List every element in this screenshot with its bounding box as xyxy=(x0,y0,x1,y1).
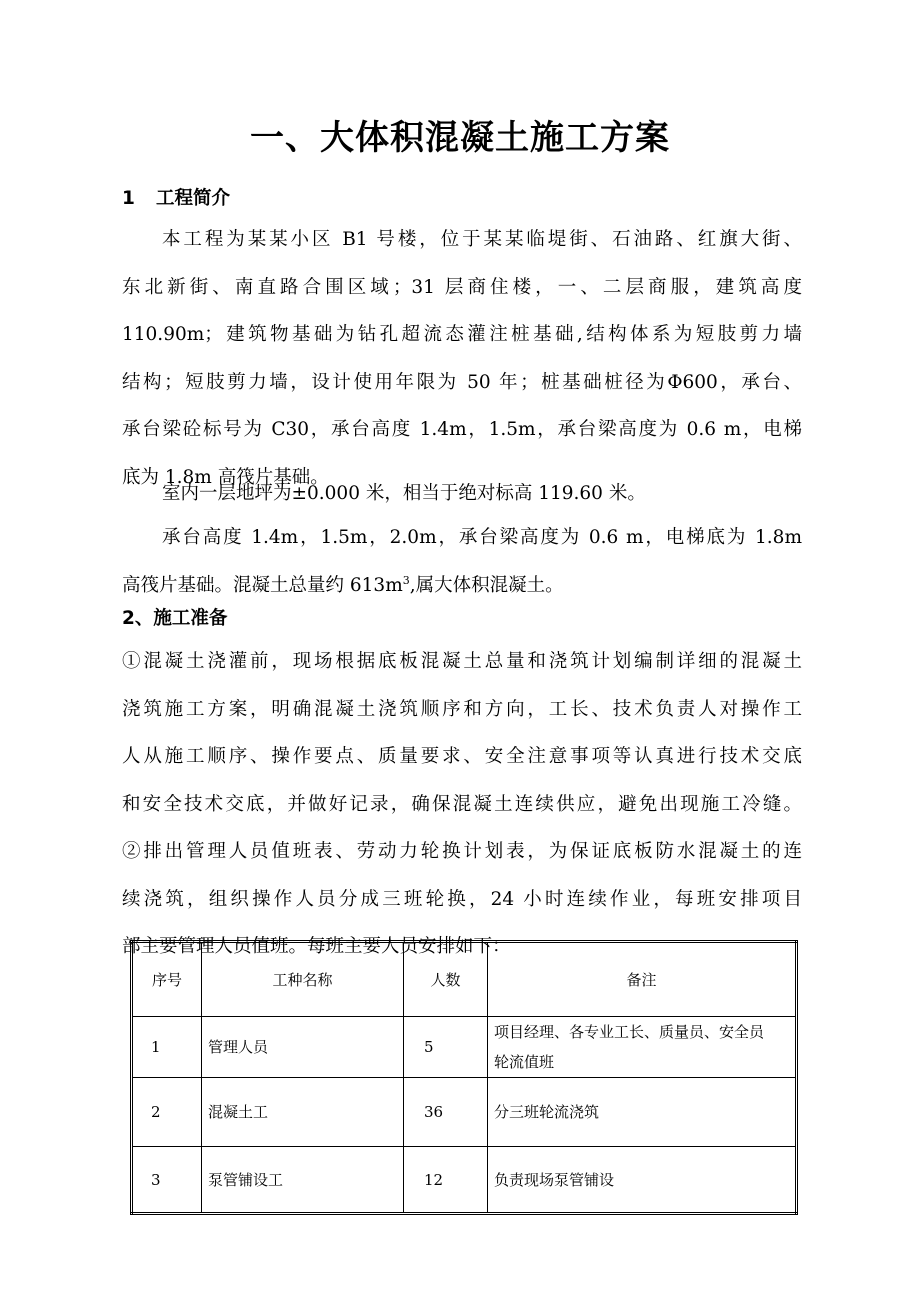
text-line: ②排出管理人员值班表、劳动力轮换计划表，为保证底板防水混凝土的连 xyxy=(122,841,802,862)
volume-text-tail: ,属大体积混凝土。 xyxy=(409,574,564,596)
document-title: 一、大体积混凝土施工方案 xyxy=(250,118,670,158)
header-cell: 序号 xyxy=(132,942,202,1017)
header-cell: 备注 xyxy=(488,942,797,1017)
work-type: 管理人员 xyxy=(202,1017,404,1078)
row-number: 1 xyxy=(132,1017,202,1078)
headcount: 12 xyxy=(404,1147,488,1214)
row-number: 3 xyxy=(132,1147,202,1214)
project-overview-paragraph xyxy=(122,216,802,501)
work-type: 泵管铺设工 xyxy=(202,1147,404,1214)
text-line: 东北新街、南直路合围区域；31 层商住楼，一、二层商服，建筑高度 xyxy=(122,276,802,298)
text-line: 结构；短肢剪力墙，设计使用年限为 50 年；桩基础桩径为Φ600，承台、 xyxy=(122,371,802,393)
text-line: 底为 1.8m 高筏片基础。 xyxy=(122,466,329,488)
preparation-item-1 xyxy=(122,638,802,828)
header-cell: 工种名称 xyxy=(202,942,404,1017)
elevation-paragraph xyxy=(122,470,802,518)
text-line: 承台高度 1.4m，1.5m，2.0m，承台梁高度为 0.6 m，电梯底为 1.8m xyxy=(162,527,802,548)
text-line: 部主要管理人员值班。每班主要人员安排如下： xyxy=(122,936,511,957)
remarks: 分三班轮流浇筑 xyxy=(488,1078,797,1147)
section-1-heading xyxy=(122,184,230,214)
text-line: 110.90m；建筑物基础为钻孔超流态灌注桩基础,结构体系为短肢剪力墙 xyxy=(122,324,802,345)
text-line: 和安全技术交底，并做好记录，确保混凝土连续供应，避免出现施工冷缝。 xyxy=(122,793,802,815)
cubic-superscript: 3 xyxy=(402,573,410,587)
headcount: 36 xyxy=(404,1078,488,1147)
staff-table xyxy=(130,940,798,1215)
work-type: 混凝土工 xyxy=(202,1078,404,1147)
header-cell: 人数 xyxy=(404,942,488,1017)
remarks xyxy=(488,1017,797,1078)
text-line: 人从施工顺序、操作要点、质量要求、安全注意事项等认真进行技术交底 xyxy=(122,746,802,767)
section-1-number: 1 xyxy=(122,188,135,209)
section-1-title: 工程简介 xyxy=(156,188,231,209)
table-row xyxy=(132,1078,797,1147)
table-row xyxy=(132,1147,797,1214)
volume-paragraph xyxy=(122,514,802,609)
text-line: 浇筑施工方案，明确混凝土浇筑顺序和方向，工长、技术负责人对操作工 xyxy=(122,698,802,720)
table-header-row xyxy=(132,942,797,1017)
volume-text: 高筏片基础。混凝土总量约 613m xyxy=(122,574,403,596)
text-line: ①混凝土浇灌前，现场根据底板混凝土总量和浇筑计划编制详细的混凝土 xyxy=(122,651,802,672)
headcount: 5 xyxy=(404,1017,488,1078)
table-row xyxy=(132,1017,797,1078)
text-line: 承台梁砼标号为 C30，承台高度 1.4m，1.5m，承台梁高度为 0.6 m，电梯 xyxy=(122,419,802,440)
text-line: 续浇筑，组织操作人员分成三班轮换，24 小时连续作业，每班安排项目 xyxy=(122,888,802,910)
text-line: 本工程为某某小区 B1 号楼，位于某某临堤街、石油路、红旗大街、 xyxy=(162,229,802,250)
row-number: 2 xyxy=(132,1078,202,1147)
text-line xyxy=(122,562,802,610)
remarks: 负责现场泵管铺设 xyxy=(488,1147,797,1214)
text-line: 室内一层地坪为±0.000 米，相当于绝对标高 119.60 米。 xyxy=(162,483,646,504)
remarks-line: 轮流值班 xyxy=(494,1053,555,1071)
remarks-line: 项目经理、各专业工长、质量员、安全员 xyxy=(494,1023,765,1041)
section-2-heading: 2、施工准备 xyxy=(122,608,228,629)
